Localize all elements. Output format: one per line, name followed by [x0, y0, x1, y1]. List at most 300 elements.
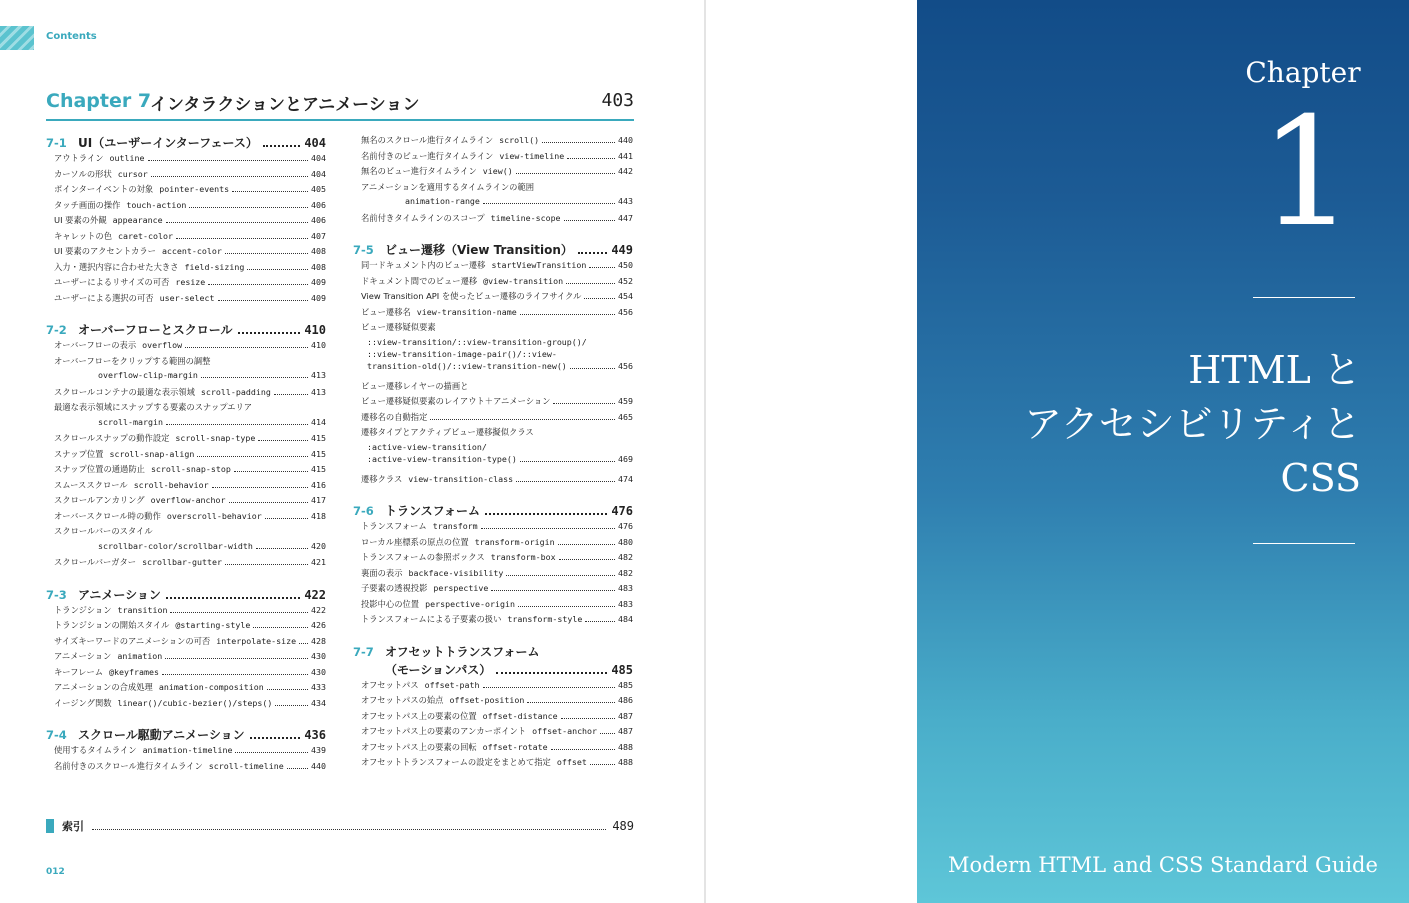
leader-dots — [212, 487, 308, 488]
entry-title: UI 要素のアクセントカラー — [54, 246, 156, 256]
entry-title: スナップ位置の通過防止 — [54, 464, 145, 474]
entry-page: 483 — [618, 583, 633, 593]
toc-entry[interactable] — [46, 510, 326, 526]
cover-title-line: HTML と — [1188, 348, 1361, 392]
entry-page: 486 — [618, 695, 633, 705]
section-heading[interactable] — [46, 586, 326, 604]
leader-dots — [189, 207, 308, 208]
toc-entry[interactable] — [46, 697, 326, 713]
toc-entry[interactable] — [46, 168, 326, 184]
leader-dots — [166, 222, 308, 223]
entry-keyword: transform-origin — [474, 536, 555, 547]
toc-entry[interactable] — [353, 259, 633, 275]
entry-title: 名前付きタイムラインのスコープ — [361, 212, 485, 223]
leader-dots — [263, 145, 300, 147]
entry-page: 426 — [311, 620, 326, 630]
entry-keyword: view() — [482, 166, 513, 176]
chapter-cover — [917, 0, 1409, 903]
leader-dots — [483, 687, 615, 688]
section-title: アニメーション — [78, 587, 161, 602]
leader-dots — [570, 368, 615, 369]
entry-page: 415 — [311, 464, 326, 474]
toc-entry[interactable] — [46, 230, 326, 246]
leader-dots — [567, 158, 615, 159]
leader-dots — [247, 269, 308, 270]
entry-title: オフセットトランスフォームの設定をまとめて指定 — [361, 757, 551, 767]
leader-dots — [600, 733, 615, 734]
toc-entry[interactable] — [46, 525, 326, 541]
entry-page: 408 — [311, 246, 326, 256]
entry-page: 441 — [618, 150, 633, 161]
code-text: ::view-transition-image-pair()/::view- — [367, 348, 557, 359]
leader-dots — [225, 253, 308, 254]
toc-entry[interactable] — [353, 551, 633, 567]
entry-keyword: perspective — [433, 583, 489, 593]
entry-title: アニメーションの合成処理 — [54, 682, 153, 692]
entry-page: 482 — [618, 567, 633, 578]
leader-dots — [208, 284, 308, 285]
toc-entry[interactable] — [353, 520, 633, 536]
section-number: 7-5 — [353, 243, 374, 257]
toc-entry[interactable] — [353, 306, 633, 322]
entry-page: 407 — [311, 230, 326, 241]
entry-page: 440 — [618, 135, 633, 145]
section-heading[interactable] — [46, 321, 326, 339]
entry-page: 465 — [618, 411, 633, 422]
entry-title: トランスフォームの参照ボックス — [361, 552, 485, 562]
toc-entry[interactable] — [46, 463, 326, 479]
contents-label: Contents — [46, 31, 97, 42]
entry-title: トランジションの開始スタイル — [54, 620, 170, 630]
entry-page: 474 — [618, 473, 633, 484]
entry-keyword: offset-rotate — [482, 741, 548, 752]
entry-page: 413 — [311, 370, 326, 380]
entry-title: スムーススクロール — [54, 479, 128, 490]
leader-dots — [564, 220, 615, 221]
cover-rule-bottom — [1253, 543, 1355, 544]
toc-entry[interactable] — [46, 432, 326, 448]
leader-dots — [151, 176, 308, 177]
leader-dots — [496, 672, 607, 674]
entry-keyword: animation-range — [405, 196, 480, 206]
entry-keyword: scroll-margin — [98, 416, 163, 427]
leader-dots — [234, 471, 308, 472]
entry-page: 480 — [618, 536, 633, 547]
entry-title: トランジション — [54, 604, 112, 615]
entry-title: オーバーフローの表示 — [54, 340, 137, 350]
entry-keyword: offset — [556, 757, 587, 767]
entry-keyword: scrollbar-gutter — [142, 557, 222, 567]
entry-title: オフセットパスの始点 — [361, 695, 444, 705]
toc-entry[interactable] — [46, 245, 326, 261]
entry-title: オフセットパス上の要素のアンカーポイント — [361, 726, 527, 736]
code-line — [353, 349, 633, 361]
chapter-page: 403 — [601, 90, 634, 111]
toc-entry[interactable] — [46, 370, 326, 386]
entry-keyword: resize — [175, 277, 206, 287]
entry-keyword: scroll-behavior — [133, 479, 209, 490]
entry-page: 447 — [618, 212, 633, 223]
entry-page: 406 — [311, 199, 326, 210]
entry-keyword: caret-color — [118, 230, 173, 241]
section-heading-cont — [353, 661, 633, 679]
toc-entry[interactable] — [353, 411, 633, 427]
entry-page: 415 — [311, 448, 326, 459]
entry-page: 422 — [311, 604, 326, 615]
section-page: 404 — [304, 136, 326, 150]
section-heading[interactable] — [353, 241, 633, 259]
entry-page: 482 — [618, 552, 633, 562]
leader-dots — [542, 142, 615, 143]
index-entry[interactable] — [46, 818, 634, 834]
index-page: 489 — [612, 819, 634, 833]
page-number: 012 — [46, 867, 65, 877]
toc-entry[interactable] — [46, 619, 326, 635]
entry-keyword: overscroll-behavior — [166, 510, 262, 521]
entry-keyword: transition — [117, 604, 168, 615]
leader-dots — [162, 674, 308, 675]
entry-page: 439 — [311, 745, 326, 755]
cover-title-line: アクセシビリティと — [1023, 402, 1361, 446]
toc-entry[interactable] — [353, 395, 633, 411]
leader-dots — [201, 377, 308, 378]
leader-dots — [553, 403, 615, 404]
toc-entry[interactable] — [46, 292, 326, 308]
toc-entry[interactable] — [353, 694, 633, 710]
entry-title: オーバーフローをクリップする範囲の調整 — [54, 355, 211, 366]
leader-dots — [253, 627, 308, 628]
toc-entry[interactable] — [353, 321, 633, 337]
leader-dots — [590, 764, 615, 765]
leader-dots — [166, 424, 308, 425]
toc-entry[interactable] — [46, 494, 326, 510]
entry-title: ローカル座標系の原点の位置 — [361, 536, 469, 547]
toc-entry[interactable] — [46, 355, 326, 371]
leader-dots — [275, 705, 308, 706]
corner-stripe-mark — [0, 26, 34, 50]
toc-entry[interactable] — [353, 725, 633, 741]
leader-dots — [185, 347, 308, 348]
leader-dots — [559, 559, 615, 560]
leader-dots — [287, 768, 308, 769]
code-line — [353, 337, 633, 349]
entry-title: 入力・選択内容に合わせた大きさ — [54, 261, 179, 272]
entry-page: 404 — [311, 168, 326, 179]
entry-title: オーバースクロール時の動作 — [54, 510, 161, 521]
entry-title: 遷移クラス — [361, 473, 403, 484]
section-page: 485 — [611, 662, 633, 677]
toc-entry[interactable] — [46, 386, 326, 402]
toc-entry[interactable] — [46, 666, 326, 682]
entry-page: 442 — [618, 166, 633, 176]
entry-keyword: scroll-padding — [200, 386, 271, 397]
leader-dots — [578, 252, 607, 254]
section-title: オーバーフローとスクロール — [78, 323, 233, 337]
entry-keyword: view-transition-name — [416, 306, 517, 317]
entry-keyword: scroll-snap-type — [175, 433, 256, 443]
entry-title: タッチ画面の操作 — [54, 199, 121, 210]
entry-page: 434 — [311, 697, 326, 708]
entry-page: 443 — [618, 196, 633, 206]
entry-page: 404 — [311, 153, 326, 163]
entry-title: View Transition API を使ったビュー遷移のライフサイクル — [361, 291, 582, 301]
leader-dots — [235, 752, 308, 753]
entry-title: キャレットの色 — [54, 230, 112, 241]
entry-title: 無名のビュー進行タイムライン — [361, 166, 477, 176]
entry-keyword: @keyframes — [109, 666, 159, 677]
entry-title: 投影中心の位置 — [361, 598, 420, 609]
leader-dots — [589, 267, 615, 268]
leader-dots — [218, 300, 308, 301]
index-label: 索引 — [62, 820, 84, 833]
entry-page: 428 — [311, 635, 326, 646]
entry-title: 無名のスクロール進行タイムライン — [361, 135, 494, 145]
entry-title: オフセットパス上の要素の回転 — [361, 741, 477, 752]
toc-entry[interactable] — [46, 401, 326, 417]
leader-dots — [225, 564, 308, 565]
entry-keyword: scrollbar-color/scrollbar-width — [98, 540, 253, 551]
toc-entry[interactable] — [353, 290, 633, 306]
entry-keyword: offset-distance — [482, 710, 558, 721]
entry-keyword: @starting-style — [175, 620, 251, 630]
entry-keyword: touch-action — [126, 199, 187, 210]
entry-page: 484 — [618, 614, 633, 624]
toc-entry[interactable] — [353, 181, 633, 197]
toc-entry[interactable] — [353, 613, 633, 629]
entry-title: アニメーション — [54, 651, 112, 661]
section-title: ビュー遷移（View Transition） — [385, 243, 573, 257]
toc-entry[interactable] — [46, 183, 326, 199]
entry-keyword: view-timeline — [499, 150, 565, 161]
code-text: :active-view-transition-type() — [367, 453, 517, 464]
entry-title: 名前付きのビュー進行タイムライン — [361, 150, 494, 161]
entry-page: 413 — [311, 386, 326, 397]
entry-page: 487 — [618, 726, 633, 736]
section-page: 476 — [611, 504, 633, 518]
entry-title: オフセットパス上の要素の位置 — [361, 710, 477, 721]
entry-title: スクロールバーガター — [54, 557, 137, 567]
leader-dots — [585, 621, 615, 622]
entry-page: 421 — [311, 557, 326, 567]
leader-dots — [92, 829, 606, 830]
toc-entry[interactable] — [46, 214, 326, 230]
entry-title: スナップ位置 — [54, 448, 104, 459]
entry-title: 遷移タイプとアクティブビュー遷移擬似クラス — [361, 427, 534, 437]
leader-dots — [483, 203, 615, 204]
entry-title: 最適な表示領域にスナップする要素のスナップエリア — [54, 402, 253, 412]
toc-entry[interactable] — [46, 152, 326, 168]
toc-entry[interactable] — [353, 536, 633, 552]
entry-page: 456 — [618, 360, 633, 371]
toc-entry[interactable] — [353, 598, 633, 614]
leader-dots — [481, 528, 615, 529]
leader-dots — [267, 689, 308, 690]
toc-entry[interactable] — [353, 756, 633, 772]
entry-keyword: backface-visibility — [408, 567, 504, 578]
leader-dots — [148, 160, 308, 161]
toc-entry[interactable] — [46, 681, 326, 697]
entry-title: オフセットパス — [361, 679, 419, 690]
toc-entry[interactable] — [353, 567, 633, 583]
entry-keyword: overflow-anchor — [150, 495, 226, 505]
chapter-rule — [46, 119, 634, 121]
toc-entry[interactable] — [353, 212, 633, 228]
toc-entry[interactable] — [353, 582, 633, 598]
entry-page: 488 — [618, 741, 633, 752]
leader-dots — [232, 191, 308, 192]
leader-dots — [520, 461, 615, 462]
chapter-title: インタラクションとアニメーション — [150, 95, 420, 115]
entry-title: ドキュメント間でのビュー遷移 — [361, 275, 478, 286]
entry-keyword: linear()/cubic-bezier()/steps() — [117, 697, 273, 708]
entry-page: 410 — [311, 340, 326, 350]
toc-entry[interactable] — [353, 710, 633, 726]
entry-keyword: transform-style — [507, 614, 583, 624]
toc-entry[interactable] — [46, 261, 326, 277]
entry-title: トランスフォーム — [361, 521, 427, 531]
toc-entry[interactable] — [46, 604, 326, 620]
leader-dots — [485, 513, 607, 515]
leader-dots — [518, 606, 615, 607]
toc-entry[interactable] — [353, 679, 633, 695]
toc-entry[interactable] — [46, 199, 326, 215]
toc-entry[interactable] — [46, 760, 326, 776]
chapter-heading[interactable] — [46, 88, 634, 118]
toc-entry[interactable] — [46, 541, 326, 557]
entry-page: 456 — [618, 306, 633, 317]
left-page — [0, 0, 704, 903]
entry-title: イージング関数 — [54, 697, 112, 708]
chapter-number: Chapter 7 — [46, 90, 152, 112]
code-line — [353, 442, 633, 454]
section-heading[interactable] — [46, 726, 326, 744]
toc-entry[interactable] — [46, 448, 326, 464]
entry-page: 408 — [311, 261, 326, 272]
entry-title: ユーザーによるリサイズの可否 — [54, 277, 170, 287]
index-bar — [46, 819, 54, 833]
entry-page: 452 — [618, 275, 633, 286]
entry-keyword: field-sizing — [184, 261, 245, 272]
entry-keyword: overflow — [142, 340, 183, 350]
toc-entry[interactable] — [46, 417, 326, 433]
section-number: 7-4 — [46, 728, 67, 742]
section-title: UI（ユーザーインターフェース） — [78, 136, 258, 150]
entry-page: 433 — [311, 682, 326, 692]
leader-dots — [238, 332, 301, 334]
toc-entry[interactable] — [353, 380, 633, 396]
spacer — [353, 466, 633, 473]
entry-title: 子要素の透視投影 — [361, 583, 428, 593]
toc-entry[interactable] — [353, 426, 633, 442]
entry-page: 469 — [618, 453, 633, 464]
toc-entry[interactable] — [353, 165, 633, 181]
section-page: 436 — [304, 728, 326, 742]
entry-page: 454 — [618, 291, 633, 301]
toc-entry[interactable] — [353, 150, 633, 166]
toc-entry[interactable] — [46, 650, 326, 666]
section-heading[interactable] — [353, 502, 633, 520]
leader-dots — [265, 518, 308, 519]
code-text: ::view-transition/::view-transition-group()/ — [367, 336, 587, 347]
cover-chapter-word — [917, 56, 1409, 89]
section-heading[interactable] — [46, 134, 326, 152]
entry-title: ポインターイベントの対象 — [54, 184, 154, 194]
entry-keyword: outline — [109, 153, 145, 163]
code-text: transition-old()/::view-transition-new() — [367, 360, 567, 371]
entry-title: ビュー遷移レイヤーの描画と — [361, 380, 469, 391]
entry-keyword: animation-composition — [158, 682, 264, 692]
toc-entry[interactable] — [353, 196, 633, 212]
code-line — [353, 361, 633, 373]
leader-dots — [566, 283, 615, 284]
entry-title: 名前付きのスクロール進行タイムライン — [54, 760, 203, 771]
leader-dots — [506, 575, 615, 576]
entry-keyword: scroll-snap-align — [109, 448, 195, 459]
entry-title: スクロールバーのスタイル — [54, 526, 153, 536]
toc-entry[interactable] — [46, 635, 326, 651]
entry-title: ビュー遷移疑似要素 — [361, 322, 436, 332]
leader-dots — [299, 643, 308, 644]
entry-title: スクロールスナップの動作設定 — [54, 433, 170, 443]
leader-dots — [165, 658, 308, 659]
leader-dots — [274, 394, 308, 395]
leader-dots — [558, 544, 615, 545]
entry-page: 430 — [311, 666, 326, 677]
right-page-margin — [706, 0, 917, 903]
toc-entry[interactable] — [46, 744, 326, 760]
toc-entry[interactable] — [353, 741, 633, 757]
section-heading[interactable] — [353, 643, 633, 661]
entry-page: 415 — [311, 433, 326, 443]
leader-dots — [520, 314, 615, 315]
entry-page: 430 — [311, 651, 326, 661]
leader-dots — [584, 298, 615, 299]
entry-keyword: offset-position — [449, 695, 525, 705]
toc-entry[interactable] — [46, 556, 326, 572]
entry-keyword: scroll() — [499, 135, 540, 145]
entry-title: UI 要素の外観 — [54, 215, 107, 225]
entry-page: 420 — [311, 540, 326, 551]
section-title: スクロール駆動アニメーション — [78, 728, 245, 742]
entry-keyword: offset-path — [424, 679, 480, 690]
entry-keyword: view-transition-class — [408, 473, 514, 484]
entry-title: 同一ドキュメント内のビュー遷移 — [361, 260, 486, 270]
entry-title: アウトライン — [54, 153, 104, 163]
entry-title: スクロールコンテナの最適な表示領域 — [54, 386, 195, 397]
leader-dots — [250, 737, 301, 739]
toc-entry[interactable] — [353, 473, 633, 489]
entry-page: 483 — [618, 598, 633, 609]
leader-dots — [170, 612, 308, 613]
toc-entry[interactable] — [353, 134, 633, 150]
leader-dots — [516, 481, 615, 482]
leader-dots — [516, 173, 615, 174]
toc-entry[interactable] — [46, 276, 326, 292]
entry-title: スクロールアンカリング — [54, 495, 145, 505]
entry-title: 使用するタイムライン — [54, 745, 137, 755]
entry-keyword: startViewTransition — [491, 260, 587, 270]
entry-page: 476 — [618, 521, 633, 531]
leader-dots — [561, 718, 615, 719]
toc-entry[interactable] — [46, 339, 326, 355]
toc-entry[interactable] — [46, 479, 326, 495]
toc-entry[interactable] — [353, 275, 633, 291]
entry-keyword: animation-timeline — [142, 745, 233, 755]
cover-chapter-number: 1 — [1259, 86, 1355, 260]
entry-title: ビュー遷移疑似要素のレイアウト＋アニメーション — [361, 396, 551, 406]
entry-title: ユーザーによる選択の可否 — [54, 292, 154, 303]
entry-page: 418 — [311, 510, 326, 521]
